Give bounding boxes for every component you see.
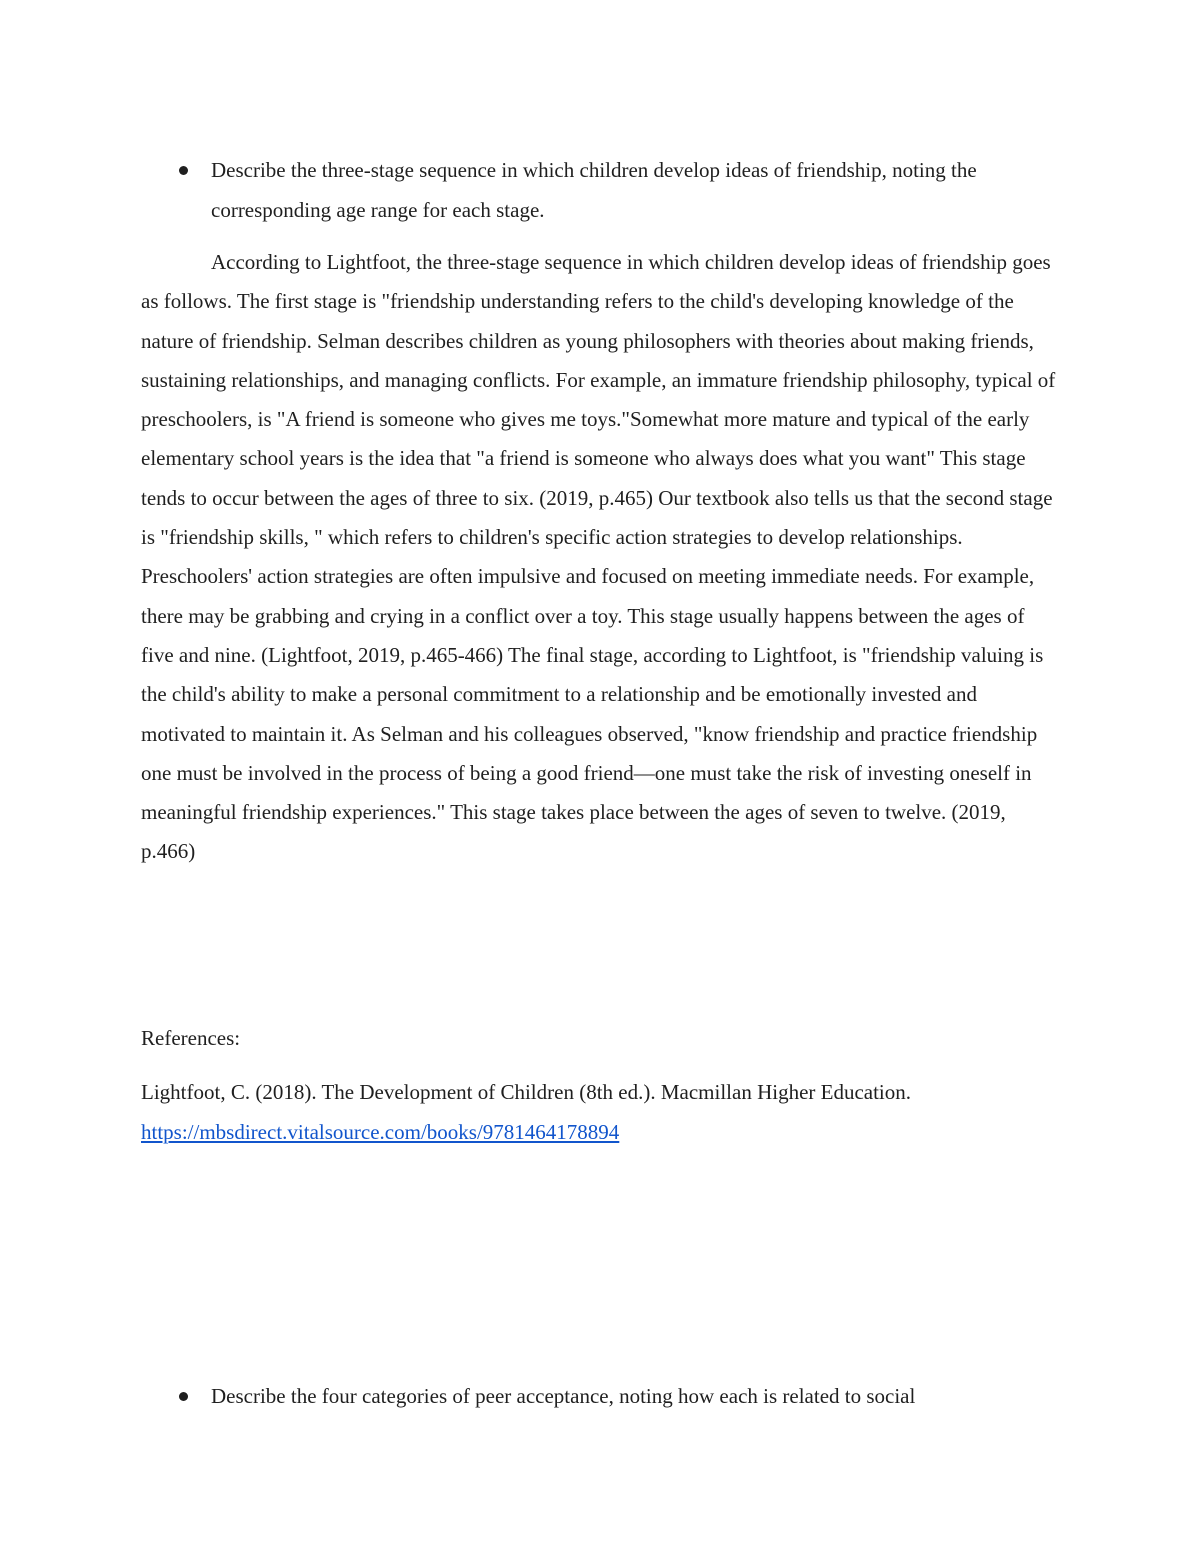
question-2-list-item	[141, 1376, 1061, 1416]
question-1-list-item	[141, 150, 1061, 230]
reference-entry	[141, 1072, 1061, 1152]
reference-citation: Lightfoot, C. (2018). The Development of Children (8th ed.). Macmillan Higher Education.	[141, 1080, 912, 1104]
answer-1-paragraph: According to Lightfoot, the three-stage sequence in which children develop ideas of friendship goes as follows. The first stage is "friendship understanding refers to the child's developing knowledge of the nature of friendship. Selman describes children as young philosophers with theories about making friends, sustaining relationships, and managing conflicts. For example, an immature friendship philosophy, typical of preschoolers, is "A friend is someone who gives me toys."Somewhat more mature and typical of the early elementary school years is the idea that "a friend is someone who always does what you want" This stage tends to occur between the ages of three to six. (2019, p.465) Our textbook also tells us that the second stage is "friendship skills, " which refers to children's specific action strategies to develop relationships. Preschoolers' action strategies are often impulsive and focused on meeting immediate needs. For example, there may be grabbing and crying in a conflict over a toy. This stage usually happens between the ages of five and nine. (Lightfoot, 2019, p.465-466) The final stage, according to Lightfoot, is "friendship valuing is the child's ability to make a personal commitment to a relationship and be emotionally invested and motivated to maintain it. As Selman and his colleagues observed, "know friendship and practice friendship one must be involved in the process of being a good friend—one must take the risk of investing oneself in meaningful friendship experiences." This stage takes place between the ages of seven to twelve. (2019, p.466)	[141, 250, 1056, 864]
bullet-icon	[179, 1392, 188, 1401]
bullet-icon	[179, 166, 188, 175]
references-heading: References:	[141, 1026, 241, 1050]
question-1-text: Describe the three-stage sequence in which children develop ideas of friendship, noting the corresponding age range for each stage.	[211, 158, 977, 222]
question-2-text: Describe the four categories of peer acceptance, noting how each is related to social	[211, 1384, 916, 1408]
reference-link[interactable]: https://mbsdirect.vitalsource.com/books/9781464178894	[141, 1120, 620, 1144]
